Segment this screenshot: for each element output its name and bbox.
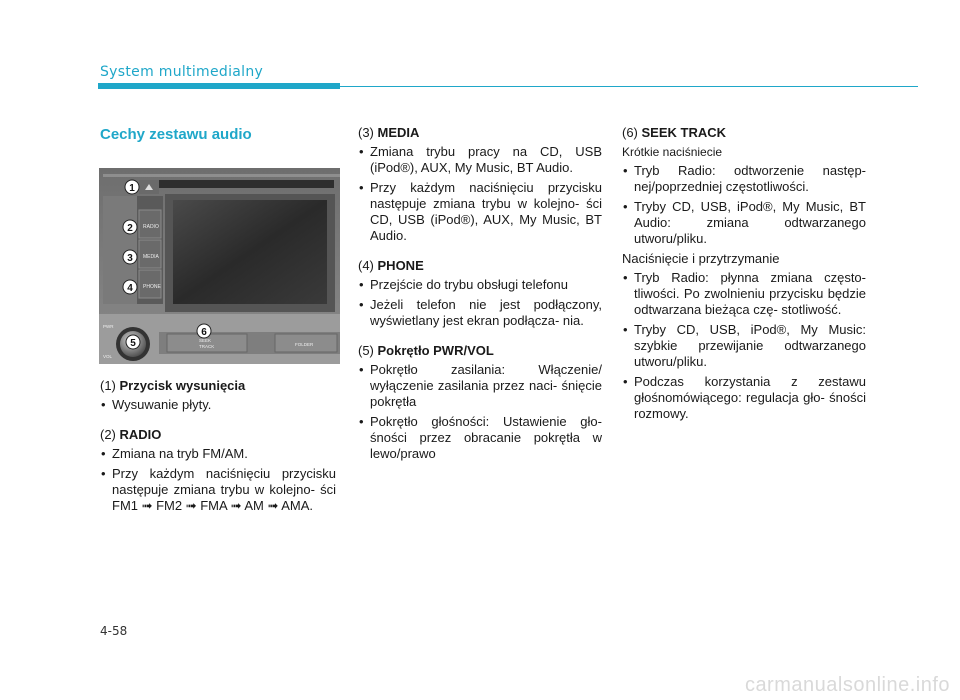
column-2 (358, 125, 602, 476)
seek-label: SEEK (199, 338, 212, 343)
callout-1: 1 (129, 183, 135, 194)
bullet: • Wysuwanie płyty. (100, 397, 336, 413)
column-1 (100, 378, 336, 528)
item-title: MEDIA (377, 125, 420, 140)
bullet: • Tryby CD, USB, iPod®, My Music: szybkie przewijanie odtwarzanego utworu/pliku. (622, 322, 866, 370)
header-bar (98, 83, 340, 89)
subheading-short-press: Krótkie naciśniecie (622, 145, 723, 159)
item-6 (622, 125, 866, 422)
header-rule (340, 86, 918, 87)
bullet: • Tryb Radio: odtworzenie następ- nej/poprzedniej częstotliwości. (622, 163, 866, 195)
bullet: • Tryby CD, USB, iPod®, My Music, BT Audio: zmiana odtwarzanego utworu/pliku. (622, 199, 866, 247)
item-title: Pokrętło PWR/VOL (377, 343, 494, 358)
item-num: (1) (100, 378, 116, 393)
vol-label: VOL (103, 354, 113, 359)
bullet: • Zmiana trybu pracy na CD, USB (iPod®), AUX, My Music, BT Audio. (358, 144, 602, 176)
media-label: MEDIA (143, 254, 159, 260)
subheading-long-press: Naciśnięcie i przytrzymanie (622, 251, 780, 266)
radio-label: RADIO (143, 224, 159, 230)
callout-6: 6 (201, 327, 207, 338)
bullet: • Tryb Radio: płynna zmiana często- tliwości. Po zwolnieniu przycisku będzie odtwarzana bieżąca czę- stotliwość. (622, 270, 866, 318)
page-number: 4-58 (100, 624, 128, 638)
item-num: (6) (622, 125, 638, 140)
section-title: Cechy zestawu audio (100, 126, 252, 143)
bullet: • Przy każdym naciśnięciu przycisku następuje zmiana trybu w kolejno- ści CD, USB (iPod®), AUX, My Music, BT Audio. (358, 180, 602, 244)
bullet: • Pokrętło głośności: Ustawienie gło- śności przez obracanie pokrętła w lewo/prawo (358, 414, 602, 462)
bullet: • Podczas korzystania z zestawu głośnomówiącego: regulacja gło- śności rozmowy. (622, 374, 866, 422)
item-4 (358, 258, 602, 329)
header-title: System multimedialny (100, 64, 264, 80)
callout-2: 2 (127, 223, 133, 234)
track-label: TRACK (199, 344, 215, 349)
item-title: PHONE (377, 258, 424, 273)
item-2 (100, 427, 336, 514)
callout-3: 3 (127, 253, 133, 264)
head-unit-photo (99, 168, 340, 364)
item-num: (5) (358, 343, 374, 358)
watermark: carmanualsonline.info (744, 674, 950, 696)
item-3 (358, 125, 602, 244)
item-num: (3) (358, 125, 374, 140)
item-num: (2) (100, 427, 116, 442)
item-title: SEEK TRACK (641, 125, 727, 140)
bullet: • Jeżeli telefon nie jest podłączony, wyświetlany jest ekran podłącza- nia. (358, 297, 602, 329)
item-title: Przycisk wysunięcia (119, 378, 246, 393)
column-3 (622, 125, 866, 436)
item-1 (100, 378, 336, 413)
bullet: • Przy każdym naciśnięciu przycisku następuje zmiana trybu w kolejno- ści FM1 ➟ FM2 ➟ FMA ➟ AM ➟ AMA. (100, 466, 336, 514)
bullet: • Pokrętło zasilania: Włączenie/ wyłączenie zasilania przez naci- śnięcie pokrętła (358, 362, 602, 410)
callout-4: 4 (127, 283, 133, 294)
pwr-label: PWR (103, 324, 114, 329)
bullet: • Przejście do trybu obsługi telefonu (358, 277, 602, 293)
phone-label: PHONE (143, 284, 161, 290)
item-5 (358, 343, 602, 462)
item-title: RADIO (119, 427, 162, 442)
item-num: (4) (358, 258, 374, 273)
callout-5: 5 (130, 338, 136, 349)
bullet: • Zmiana na tryb FM/AM. (100, 446, 336, 462)
folder-label: FOLDER (295, 342, 314, 347)
